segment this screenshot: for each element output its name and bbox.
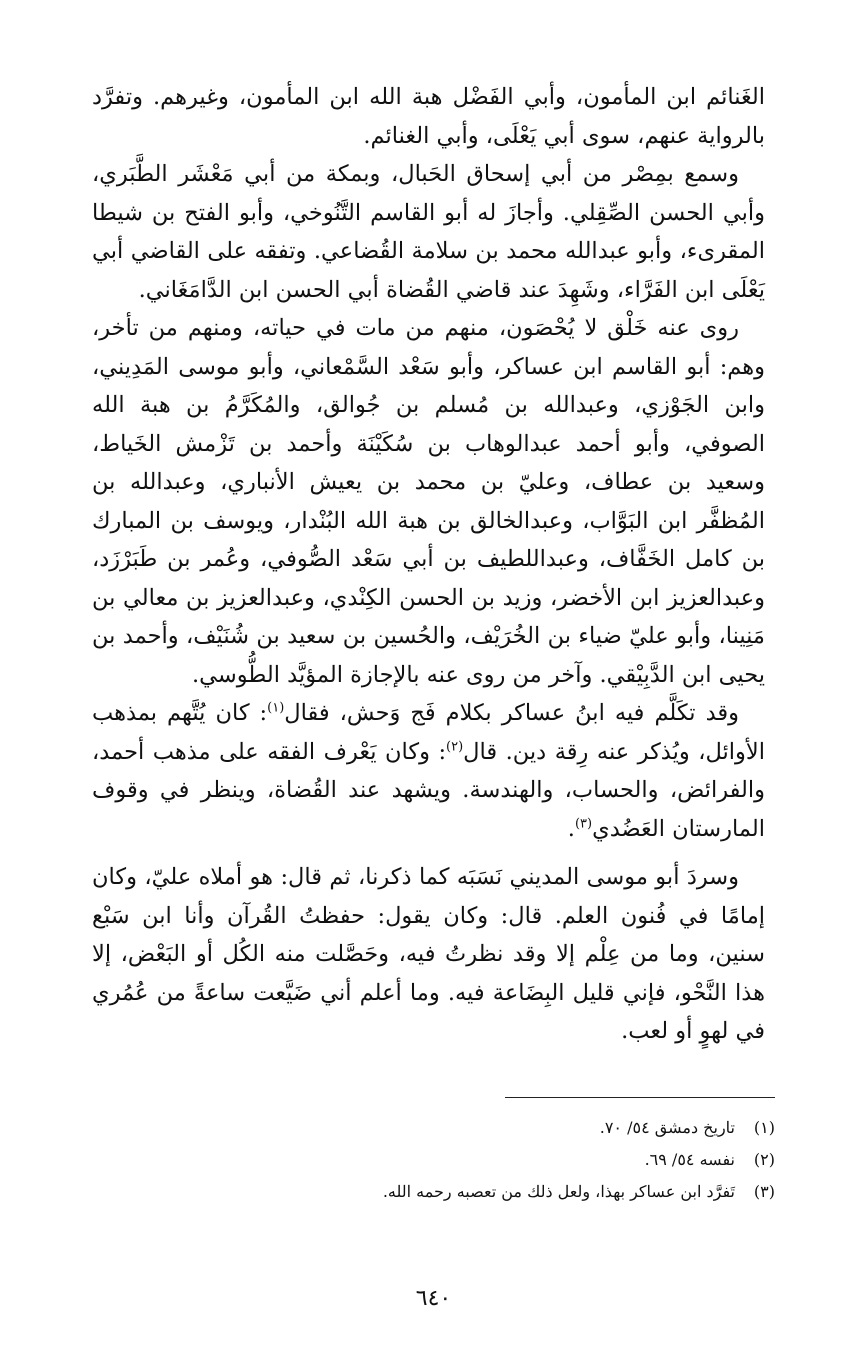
footnote-text: تَفرَّد ابن عساكر بهذا، ولعل ذلك من تعصبه رحمه الله. [382,1182,735,1201]
footnote-ref-1: (١) [267,700,285,716]
paragraph-4-part-2: : كان يُتَّهم بمذهب الأوائل، ويُذكر عنه رِقة دين. قال [92,700,765,765]
footnotes [130,1112,775,1208]
paragraph-4-part-3: : وكان يَعْرف الفقه على مذهب أحمد، والفرائض، والحساب، والهندسة. ويشهد عند القُضاة، وينظر في وقوف المارستان العَضُدي [92,738,765,842]
paragraph-4-part-1: وقد تكَلَّم فيه ابنُ عساكر بكلام فَج وَحش، فقال [284,700,739,726]
footnote-divider [505,1097,775,1098]
footnote-number: (١) [753,1118,775,1137]
page-number: ٦٤٠ [415,1286,452,1311]
main-text [92,78,765,1051]
footnote-text: نفسه ٥٤/ ٦٩. [644,1150,735,1169]
footnote-number: (٣) [753,1182,775,1201]
footnote-ref-3: (٣) [574,816,593,831]
paragraph-2: وسمع بمِصْر من أبي إسحاق الحَبال، وبمكة من أبي مَعْشَر الطَّبَري، وأبي الحسن الصِّقِلي. وأجازَ له أبو القاسم التَّنُوخي، وأبو الفتح بن شيطا المقرىء، وأبو عبدالله محمد بن سلامة القُضاعي. وتفقه على القاضي أبي يَعْلَى ابن الفَرَّاء، وشَهِدَ عند قاضي القُضاة أبي الحسن ابن الدَّامَغَاني. [92,161,765,303]
footnote-1 [130,1112,775,1144]
footnote-ref-2: (٢) [446,739,464,754]
paragraph-4-part-4: . [567,815,575,842]
footnote-number: (٢) [753,1150,775,1169]
paragraph-4 [92,694,765,848]
paragraph-3: روى عنه خَلْق لا يُحْصَون، منهم من مات في حياته، ومنهم من تأخر، وهم: أبو القاسم ابن عساكر، وأبو سَعْد السَّمْعاني، وأبو موسى المَدِيني، وابن الجَوْزي، وعبدالله بن مُسلم بن جُوالق، والمُكَرَّمُ بن هبة الله الصوفي، وأبو أحمد عبدالوهاب بن سُكَيْنَة وأحمد بن تَزْمش الخَياط، وسعيد بن عطاف، وعليّ بن محمد بن يعيش الأنباري، وعبدالله بن المُظفَّر ابن البَوَّاب، وعبدالخالق بن هبة الله البُنْدار، ويوسف بن المبارك بن كامل الخَفَّاف، وعبداللطيف بن أبي سَعْد الصُّوفي، وعُمر بن طَبَرْزَد، وعبدالعزيز ابن الأخضر، وزيد بن الحسن الكِنْدي، وعبدالعزيز بن معالي بن مَنِينا، وأبو عليّ ضياء بن الخُرَيْف، والحُسين بن سعيد بن شُنَيْف، وأحمد بن يحيى ابن الدَّبِيْقي. وآخر من روى عنه بالإجازة المؤيَّد الطُّوسي. [92,315,765,688]
paragraph-1: الغَنائم ابن المأمون، وأبي الفَضْل هبة الله ابن المأمون، وغيرهم. وتفرَّد بالرواية عنهم، سوى أبي يَعْلَى، وأبي الغنائم. [92,84,765,149]
footnote-2 [130,1144,775,1176]
paragraph-5: وسردَ أبو موسى المديني نَسَبَه كما ذكرنا، ثم قال: هو أملاه عليّ، وكان إمامًا في فُنون العلم. قال: وكان يقول: حفظتُ القُرآن وأنا ابن سَبْع سنين، وما من عِلْم إلا وقد نظرتُ فيه، وحَصَّلت منه الكُل أو البَعْض، إلا هذا النَّحْو، فإني قليل البِضَاعة فيه. وما أعلم أني ضَيَّعت ساعةً من عُمُري في لهوٍ أو لعب. [92,864,765,1044]
footnote-text: تاريخ دمشق ٥٤/ ٧٠. [599,1118,735,1137]
footnote-3 [130,1176,775,1208]
